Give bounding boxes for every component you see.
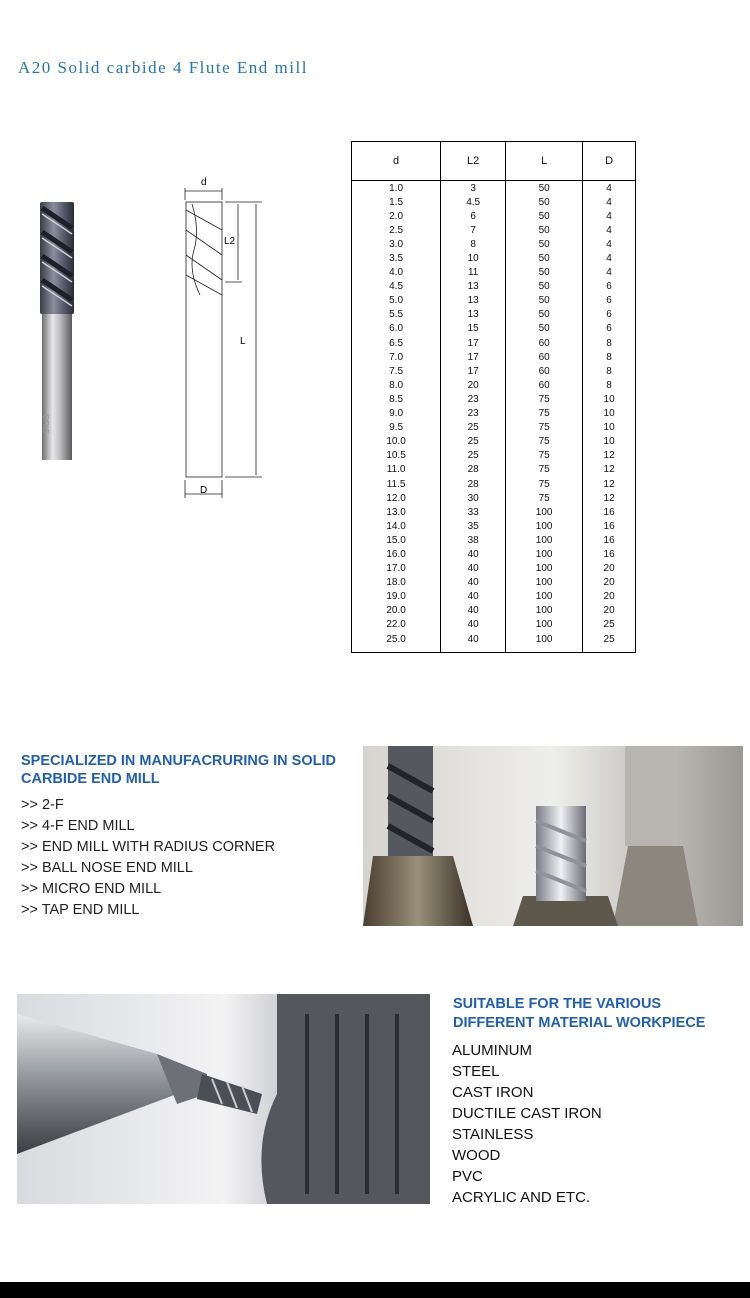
table-cell: 75 bbox=[506, 463, 583, 477]
table-cell: 5.5 bbox=[352, 308, 441, 322]
table-cell: 50 bbox=[506, 223, 583, 237]
list-item: STAINLESS bbox=[452, 1126, 534, 1143]
table-row bbox=[352, 280, 636, 294]
table-cell: 25 bbox=[583, 632, 636, 653]
table-cell: 28 bbox=[441, 477, 506, 491]
table-cell: 50 bbox=[506, 322, 583, 336]
table-cell: 7.0 bbox=[352, 350, 441, 364]
label-D: D bbox=[200, 485, 208, 496]
table-cell: 13.0 bbox=[352, 505, 441, 519]
table-cell: 4.5 bbox=[441, 195, 506, 209]
table-row bbox=[352, 294, 636, 308]
materials-heading: SUITABLE FOR THE VARIOUS DIFFERENT MATERIAL WORKPIECE bbox=[453, 996, 706, 1031]
table-cell: 100 bbox=[506, 618, 583, 632]
table-cell: 38 bbox=[441, 533, 506, 547]
table-cell: 22.0 bbox=[352, 618, 441, 632]
page-title: A20 Solid carbide 4 Flute End mill bbox=[18, 58, 308, 77]
table-cell: 100 bbox=[506, 562, 583, 576]
table-cell: 50 bbox=[506, 280, 583, 294]
table-cell: 8.5 bbox=[352, 392, 441, 406]
table-cell: 15 bbox=[441, 322, 506, 336]
table-row bbox=[352, 308, 636, 322]
table-cell: 75 bbox=[506, 407, 583, 421]
table-cell: 100 bbox=[506, 632, 583, 653]
list-item: >> MICRO END MILL bbox=[21, 881, 162, 897]
table-cell: 10 bbox=[583, 435, 636, 449]
table-cell: 17 bbox=[441, 364, 506, 378]
list-item: DUCTILE CAST IRON bbox=[452, 1105, 602, 1122]
manufacturing-heading: SPECIALIZED IN MANUFACRURING IN SOLID CARBIDE END MILL bbox=[21, 753, 336, 787]
table-cell: 14.0 bbox=[352, 519, 441, 533]
machining-photo bbox=[17, 994, 430, 1204]
list-item: >> 2-F bbox=[21, 797, 64, 813]
table-cell: 4.5 bbox=[352, 280, 441, 294]
table-row bbox=[352, 533, 636, 547]
list-item: WOOD bbox=[452, 1147, 501, 1164]
table-cell: 25 bbox=[441, 421, 506, 435]
table-cell: 10.0 bbox=[352, 435, 441, 449]
end-mill-holders-photo bbox=[363, 746, 743, 926]
table-header-row bbox=[352, 142, 636, 181]
table-row bbox=[352, 378, 636, 392]
table-cell: 10 bbox=[583, 407, 636, 421]
table-cell: 13 bbox=[441, 280, 506, 294]
table-row bbox=[352, 407, 636, 421]
table-row bbox=[352, 505, 636, 519]
table-cell: 16 bbox=[583, 505, 636, 519]
table-cell: 20 bbox=[583, 562, 636, 576]
end-mill-drawing bbox=[170, 170, 280, 500]
table-cell: 60 bbox=[506, 350, 583, 364]
table-row bbox=[352, 251, 636, 265]
table-cell: 75 bbox=[506, 449, 583, 463]
table-cell: 19.0 bbox=[352, 590, 441, 604]
table-cell: 25 bbox=[441, 449, 506, 463]
list-item: STEEL bbox=[452, 1063, 500, 1080]
table-cell: 20 bbox=[583, 604, 636, 618]
table-cell: 40 bbox=[441, 604, 506, 618]
table-cell: 10 bbox=[583, 392, 636, 406]
table-cell: 40 bbox=[441, 576, 506, 590]
header-D: D bbox=[583, 142, 636, 181]
table-row bbox=[352, 266, 636, 280]
table-cell: 17 bbox=[441, 350, 506, 364]
table-cell: 12 bbox=[583, 449, 636, 463]
table-cell: 16 bbox=[583, 547, 636, 561]
table-cell: 4 bbox=[583, 223, 636, 237]
table-row bbox=[352, 421, 636, 435]
table-cell: 60 bbox=[506, 378, 583, 392]
table-cell: 13 bbox=[441, 308, 506, 322]
table-cell: 75 bbox=[506, 392, 583, 406]
table-row bbox=[352, 237, 636, 251]
table-cell: 6 bbox=[583, 322, 636, 336]
table-cell: 8 bbox=[583, 350, 636, 364]
table-cell: 100 bbox=[506, 519, 583, 533]
table-cell: 8 bbox=[583, 364, 636, 378]
table-cell: 100 bbox=[506, 533, 583, 547]
table-cell: 12 bbox=[583, 463, 636, 477]
table-row bbox=[352, 604, 636, 618]
table-row bbox=[352, 590, 636, 604]
table-row bbox=[352, 181, 636, 196]
table-cell: 4.0 bbox=[352, 266, 441, 280]
table-cell: 100 bbox=[506, 604, 583, 618]
table-cell: 100 bbox=[506, 576, 583, 590]
table-cell: 17 bbox=[441, 336, 506, 350]
table-cell: 75 bbox=[506, 477, 583, 491]
table-cell: 50 bbox=[506, 294, 583, 308]
table-cell: 4 bbox=[583, 195, 636, 209]
table-row bbox=[352, 463, 636, 477]
table-cell: 28 bbox=[441, 463, 506, 477]
table-cell: 8 bbox=[583, 378, 636, 392]
dimensions-table bbox=[351, 141, 636, 653]
table-cell: 4 bbox=[583, 237, 636, 251]
table-cell: 50 bbox=[506, 251, 583, 265]
label-l: L bbox=[240, 336, 246, 347]
table-cell: 4 bbox=[583, 181, 636, 196]
table-row bbox=[352, 364, 636, 378]
table-cell: 8.0 bbox=[352, 378, 441, 392]
table-cell: 50 bbox=[506, 237, 583, 251]
list-item: CAST IRON bbox=[452, 1084, 534, 1101]
header-d: d bbox=[352, 142, 441, 181]
table-cell: 75 bbox=[506, 491, 583, 505]
table-cell: 2.0 bbox=[352, 209, 441, 223]
table-row bbox=[352, 449, 636, 463]
table-cell: 2.5 bbox=[352, 223, 441, 237]
table-cell: 100 bbox=[506, 590, 583, 604]
table-cell: 4 bbox=[583, 266, 636, 280]
table-cell: 10 bbox=[441, 251, 506, 265]
table-cell: 100 bbox=[506, 505, 583, 519]
table-row bbox=[352, 435, 636, 449]
table-cell: 60 bbox=[506, 336, 583, 350]
label-d: d bbox=[201, 177, 207, 188]
table-cell: 4 bbox=[583, 209, 636, 223]
table-cell: 10.5 bbox=[352, 449, 441, 463]
table-cell: 50 bbox=[506, 181, 583, 196]
table-cell: 25 bbox=[441, 435, 506, 449]
table-cell: 1.0 bbox=[352, 181, 441, 196]
table-row bbox=[352, 223, 636, 237]
table-cell: 3.5 bbox=[352, 251, 441, 265]
table-cell: 40 bbox=[441, 562, 506, 576]
table-cell: 20 bbox=[583, 576, 636, 590]
table-cell: 15.0 bbox=[352, 533, 441, 547]
list-item: PVC bbox=[452, 1168, 483, 1185]
table-row bbox=[352, 632, 636, 653]
table-cell: 23 bbox=[441, 407, 506, 421]
table-row bbox=[352, 392, 636, 406]
table-cell: 35 bbox=[441, 519, 506, 533]
table-cell: 8 bbox=[583, 336, 636, 350]
table-cell: 50 bbox=[506, 308, 583, 322]
table-cell: 33 bbox=[441, 505, 506, 519]
table-cell: 50 bbox=[506, 266, 583, 280]
table-cell: 25 bbox=[583, 618, 636, 632]
table-row bbox=[352, 547, 636, 561]
table-cell: 6 bbox=[583, 280, 636, 294]
table-row bbox=[352, 336, 636, 350]
table-cell: 12 bbox=[583, 477, 636, 491]
manufacturing-list bbox=[21, 795, 275, 921]
table-cell: 60 bbox=[506, 364, 583, 378]
table-cell: 75 bbox=[506, 435, 583, 449]
header-l: L bbox=[506, 142, 583, 181]
table-cell: 3.0 bbox=[352, 237, 441, 251]
table-cell: 11.5 bbox=[352, 477, 441, 491]
table-cell: 50 bbox=[506, 195, 583, 209]
table-cell: 20.0 bbox=[352, 604, 441, 618]
table-cell: 12 bbox=[583, 491, 636, 505]
table-cell: 16 bbox=[583, 533, 636, 547]
list-item: ACRYLIC AND ETC. bbox=[452, 1189, 591, 1206]
table-cell: 6 bbox=[441, 209, 506, 223]
list-item: >> END MILL WITH RADIUS CORNER bbox=[21, 839, 276, 855]
table-cell: 6 bbox=[583, 308, 636, 322]
table-cell: 12.0 bbox=[352, 491, 441, 505]
table-cell: 40 bbox=[441, 547, 506, 561]
table-cell: 17.0 bbox=[352, 562, 441, 576]
table-cell: 16 bbox=[583, 519, 636, 533]
list-item: >> 4-F END MILL bbox=[21, 818, 135, 834]
table-cell: 75 bbox=[506, 421, 583, 435]
table-row bbox=[352, 562, 636, 576]
table-cell: 13 bbox=[441, 294, 506, 308]
list-item: >> TAP END MILL bbox=[21, 902, 140, 918]
table-cell: 23 bbox=[441, 392, 506, 406]
table-cell: 10 bbox=[583, 421, 636, 435]
table-cell: 20 bbox=[441, 378, 506, 392]
table-row bbox=[352, 195, 636, 209]
table-row bbox=[352, 491, 636, 505]
table-cell: 6 bbox=[583, 294, 636, 308]
table-cell: 20 bbox=[583, 590, 636, 604]
list-item: ALUMINUM bbox=[452, 1042, 533, 1059]
table-cell: 4 bbox=[583, 251, 636, 265]
table-cell: 9.5 bbox=[352, 421, 441, 435]
materials-list bbox=[452, 1040, 602, 1208]
table-row bbox=[352, 350, 636, 364]
table-cell: 7.5 bbox=[352, 364, 441, 378]
table-cell: 8 bbox=[441, 237, 506, 251]
table-cell: 50 bbox=[506, 209, 583, 223]
table-cell: 11.0 bbox=[352, 463, 441, 477]
table-cell: 18.0 bbox=[352, 576, 441, 590]
table-row bbox=[352, 209, 636, 223]
table-cell: 40 bbox=[441, 632, 506, 653]
table-row bbox=[352, 477, 636, 491]
table-cell: 1.5 bbox=[352, 195, 441, 209]
footer-bar bbox=[0, 1282, 750, 1298]
table-cell: 6.5 bbox=[352, 336, 441, 350]
table-cell: 3 bbox=[441, 181, 506, 196]
label-l2: L2 bbox=[224, 236, 236, 247]
table-cell: 7 bbox=[441, 223, 506, 237]
table-cell: 40 bbox=[441, 618, 506, 632]
table-row bbox=[352, 576, 636, 590]
header-l2: L2 bbox=[441, 142, 506, 181]
end-mill-photo bbox=[38, 198, 76, 460]
list-item: >> BALL NOSE END MILL bbox=[21, 860, 193, 876]
table-cell: 16.0 bbox=[352, 547, 441, 561]
table-cell: 40 bbox=[441, 590, 506, 604]
table-row bbox=[352, 519, 636, 533]
svg-text:GRIS: GRIS bbox=[41, 414, 50, 434]
table-row bbox=[352, 618, 636, 632]
table-cell: 9.0 bbox=[352, 407, 441, 421]
table-row bbox=[352, 322, 636, 336]
table-cell: 25.0 bbox=[352, 632, 441, 653]
table-cell: 6.0 bbox=[352, 322, 441, 336]
table-cell: 30 bbox=[441, 491, 506, 505]
table-cell: 100 bbox=[506, 547, 583, 561]
table-cell: 11 bbox=[441, 266, 506, 280]
table-cell: 5.0 bbox=[352, 294, 441, 308]
